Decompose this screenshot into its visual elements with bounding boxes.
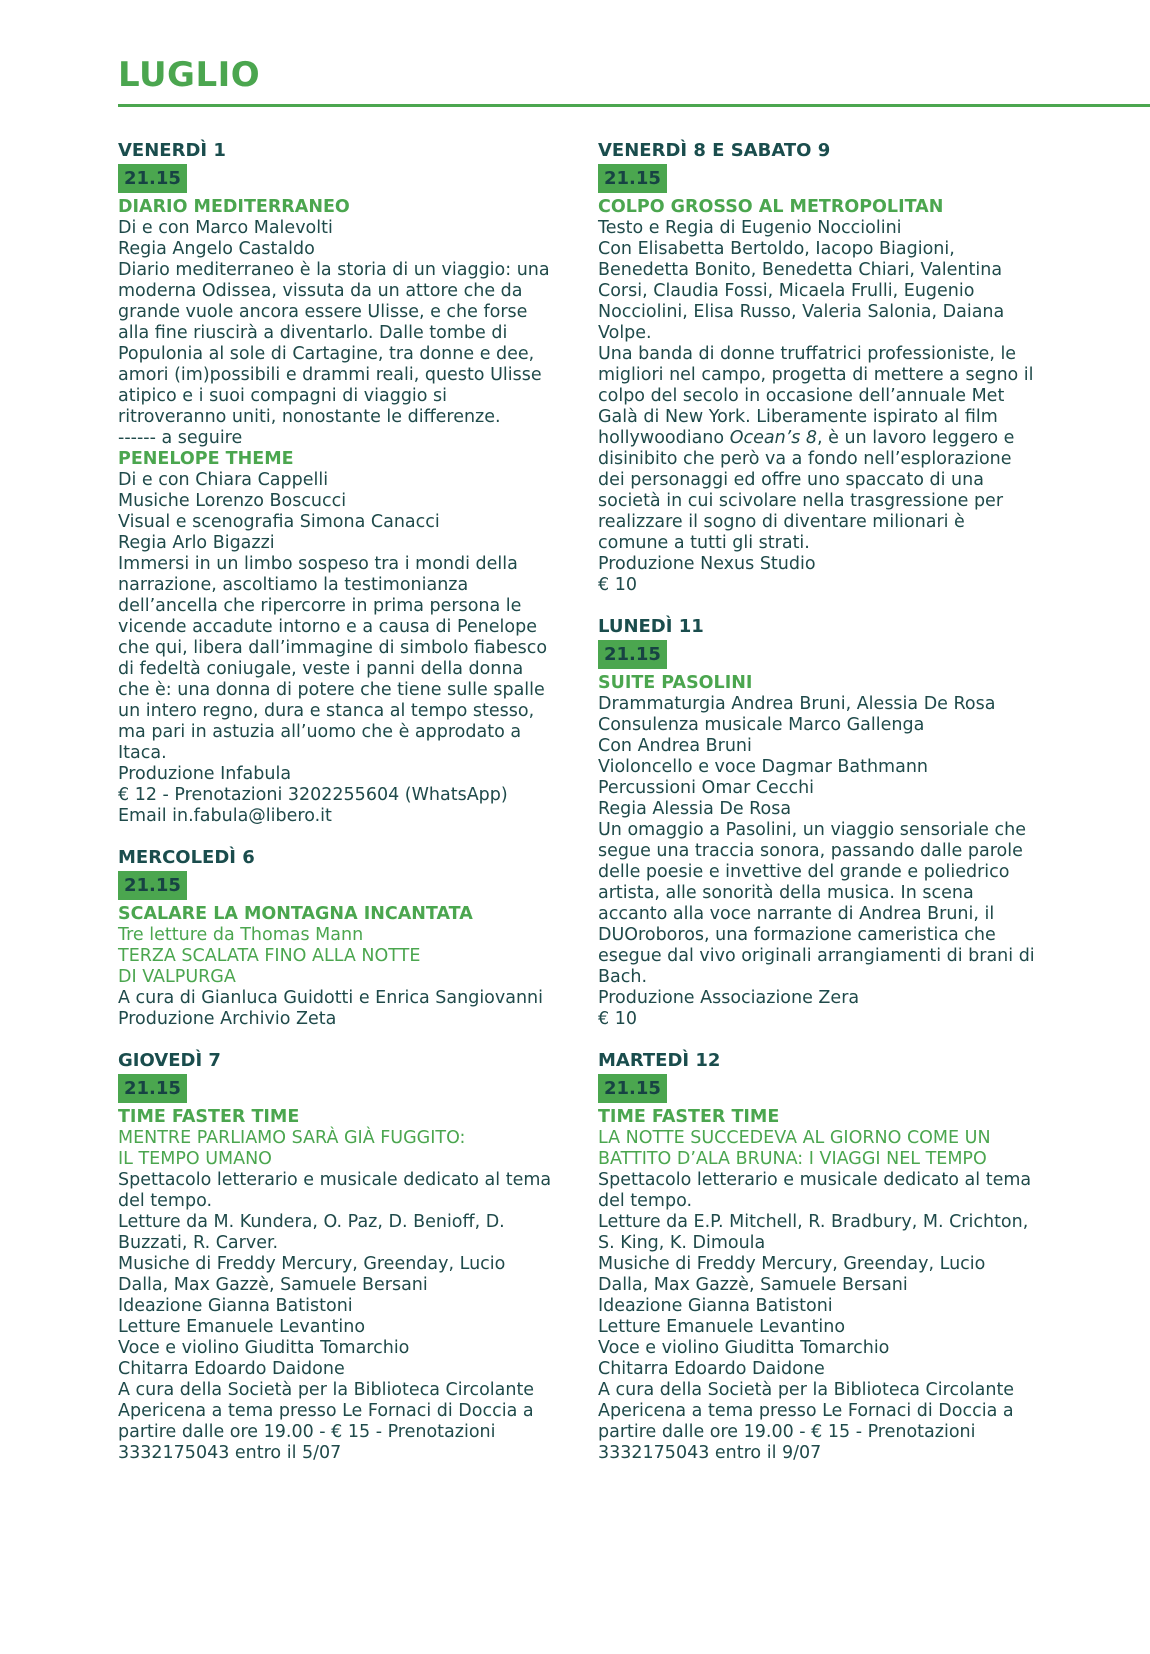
show-description: Un omaggio a Pasolini, un viaggio sensoriale che segue una traccia sonora, passando dalle parole delle poesie e invettive del grande e poliedrico artista, alle sonorità della musica. In scena accanto alla voce narrante di Andrea Bruni, il DUOroboros, una formazione cameristica che esegue dal vivo originali arrangiamenti di brani di Bach.: [598, 820, 1035, 987]
show-subtitle: Tre letture da Thomas Mann: [118, 925, 364, 945]
credit-line: Letture da M. Kundera, O. Paz, D. Benioff, D. Buzzati, R. Carver.: [118, 1212, 505, 1253]
credit-line: Letture da E.P. Mitchell, R. Bradbury, M. Crichton, S. King, K. Dimoula: [598, 1212, 1029, 1253]
credit-line: Spettacolo letterario e musicale dedicato al tema del tempo.: [598, 1170, 1032, 1211]
show-title: SCALARE LA MONTAGNA INCANTATA: [118, 904, 473, 924]
credit-line: Musiche di Freddy Mercury, Greenday, Lucio Dalla, Max Gazzè, Samuele Bersani: [118, 1254, 506, 1295]
credit-line: Letture Emanuele Levantino: [598, 1317, 846, 1337]
credit-line: Musiche Lorenzo Boscucci: [118, 491, 347, 511]
time-badge: 21.15: [598, 640, 667, 669]
email-line: Email in.fabula@libero.it: [118, 806, 332, 826]
credit-line: Spettacolo letterario e musicale dedicato al tema del tempo.: [118, 1170, 552, 1211]
credit-line: Voce e violino Giuditta Tomarchio: [598, 1338, 890, 1358]
day-heading: VENERDÌ 8 E SABATO 9: [598, 140, 831, 161]
credit-line: A cura della Società per la Biblioteca Circolante: [118, 1380, 535, 1400]
credit-line: Musiche di Freddy Mercury, Greenday, Lucio Dalla, Max Gazzè, Samuele Bersani: [598, 1254, 986, 1295]
credit-line: A cura della Società per la Biblioteca Circolante: [598, 1380, 1015, 1400]
show-title: PENELOPE THEME: [118, 449, 294, 469]
show-title: COLPO GROSSO AL METROPOLITAN: [598, 197, 944, 217]
price-line: € 12 - Prenotazioni 3202255604 (WhatsApp): [118, 785, 508, 805]
production-line: Produzione Nexus Studio: [598, 554, 816, 574]
time-badge: 21.15: [598, 1074, 667, 1103]
credit-line: Regia Alessia De Rosa: [598, 799, 792, 819]
credit-line: Visual e scenografia Simona Canacci: [118, 512, 440, 532]
page-title: LUGLIO: [118, 55, 261, 95]
credit-line: Consulenza musicale Marco Gallenga: [598, 715, 925, 735]
day-heading: MERCOLEDÌ 6: [118, 847, 255, 868]
follow-note: ------ a seguire: [118, 428, 243, 448]
credit-line: Testo e Regia di Eugenio Nocciolini: [598, 218, 902, 238]
show-title: TIME FASTER TIME: [598, 1107, 780, 1127]
booking-line: Apericena a tema presso Le Fornaci di Doccia a partire dalle ore 19.00 - € 15 - Prenotazioni 3332175043 entro il 5/07: [118, 1401, 534, 1463]
day-heading: MARTEDÌ 12: [598, 1050, 721, 1071]
credit-line: Regia Angelo Castaldo: [118, 239, 315, 259]
show-subtitle: MENTRE PARLIAMO SARÀ GIÀ FUGGITO:: [118, 1128, 466, 1148]
event-lunedi-11: [598, 616, 1038, 1030]
credit-line: Voce e violino Giuditta Tomarchio: [118, 1338, 410, 1358]
price-line: € 10: [598, 575, 637, 595]
show-subtitle: DI VALPURGA: [118, 967, 236, 987]
show-subtitle: LA NOTTE SUCCEDEVA AL GIORNO COME UN: [598, 1128, 991, 1148]
credit-line: Percussioni Omar Cecchi: [598, 778, 815, 798]
time-badge: 21.15: [118, 1074, 187, 1103]
show-description: Diario mediterraneo è la storia di un viaggio: una moderna Odissea, vissuta da un attore che da grande vuole ancora essere Ulisse, e che forse alla fine riuscirà a diventarlo. Dalle tombe di Populonia al sole di Cartagine, tra donne e dee, amori (im)possibili e drammi reali, questo Ulisse atipico e i suoi compagni di viaggio si ritroveranno uniti, nonostante le differenze.: [118, 260, 550, 427]
event-venerdi-8-sabato-9: [598, 140, 1038, 596]
production-line: Produzione Associazione Zera: [598, 988, 860, 1008]
show-title: TIME FASTER TIME: [118, 1107, 300, 1127]
show-subtitle: IL TEMPO UMANO: [118, 1149, 272, 1169]
time-badge: 21.15: [118, 871, 187, 900]
credit-line: Di e con Marco Malevolti: [118, 218, 333, 238]
show-description: [598, 344, 1038, 554]
event-martedi-12: [598, 1050, 1038, 1464]
booking-line: Apericena a tema presso Le Fornaci di Doccia a partire dalle ore 19.00 - € 15 - Prenotazioni 3332175043 entro il 9/07: [598, 1401, 1014, 1463]
show-title: DIARIO MEDITERRANEO: [118, 197, 350, 217]
film-title: Ocean’s 8: [729, 428, 818, 448]
credit-line: Regia Arlo Bigazzi: [118, 533, 275, 553]
day-heading: GIOVEDÌ 7: [118, 1050, 221, 1071]
price-line: € 10: [598, 1009, 637, 1029]
show-description: Immersi in un limbo sospeso tra i mondi della narrazione, ascoltiamo la testimonianza dell’ancella che ripercorre in prima persona le vicende accadute intorno e a causa di Penelope che qui, libera dall’immagine di simbolo fiabesco di fedeltà coniugale, veste i panni della donna che è: una donna di potere che tiene sulle spalle un intero regno, dura e stanca al tempo stesso, ma pari in astuzia all’uomo che è approdato a Itaca.: [118, 554, 548, 763]
credit-line: Con Andrea Bruni: [598, 736, 752, 756]
credit-line: Violoncello e voce Dagmar Bathmann: [598, 757, 929, 777]
day-heading: LUNEDÌ 11: [598, 616, 704, 637]
day-heading: VENERDÌ 1: [118, 140, 226, 161]
credit-line: Letture Emanuele Levantino: [118, 1317, 366, 1337]
page-header: [118, 55, 261, 95]
header-divider: [118, 104, 1150, 107]
credit-line: Drammaturgia Andrea Bruni, Alessia De Rosa: [598, 694, 996, 714]
credit-line: Ideazione Gianna Batistoni: [118, 1296, 353, 1316]
credit-line: A cura di Gianluca Guidotti e Enrica Sangiovanni: [118, 988, 544, 1008]
description-text: , è un lavoro leggero e disinibito che però va a fondo nell’esplorazione dei personaggi ed offre uno spaccato di una società in cui scivolare nella trasgressione per realizzare il sogno di diventare milionari è comune a tutti gli strati.: [598, 428, 1015, 553]
credit-line: Chitarra Edoardo Daidone: [118, 1359, 345, 1379]
time-badge: 21.15: [598, 164, 667, 193]
credit-line: Di e con Chiara Cappelli: [118, 470, 329, 490]
left-column: [118, 140, 558, 1484]
event-venerdi-1: [118, 140, 558, 827]
production-line: Produzione Infabula: [118, 764, 292, 784]
production-line: Produzione Archivio Zeta: [118, 1009, 337, 1029]
show-title: SUITE PASOLINI: [598, 673, 753, 693]
description-text: Una banda di donne truffatrici professioniste, le migliori nel campo, progetta di mettere a segno il colpo del secolo in occasione dell’annuale Met Galà di New York. Liberamente ispirato al film hollywoodiano: [598, 344, 1034, 448]
credit-line: Chitarra Edoardo Daidone: [598, 1359, 825, 1379]
credit-line: Ideazione Gianna Batistoni: [598, 1296, 833, 1316]
time-badge: 21.15: [118, 164, 187, 193]
right-column: [598, 140, 1038, 1484]
credit-line: Con Elisabetta Bertoldo, Iacopo Biagioni, Benedetta Bonito, Benedetta Chiari, Valentina Corsi, Claudia Fossi, Micaela Frulli, Eugenio Nocciolini, Elisa Russo, Valeria Salonia, Daiana Volpe.: [598, 239, 1005, 343]
event-mercoledi-6: [118, 847, 558, 1030]
show-subtitle: BATTITO D’ALA BRUNA: I VIAGGI NEL TEMPO: [598, 1149, 987, 1169]
event-giovedi-7: [118, 1050, 558, 1464]
show-subtitle: TERZA SCALATA FINO ALLA NOTTE: [118, 946, 421, 966]
